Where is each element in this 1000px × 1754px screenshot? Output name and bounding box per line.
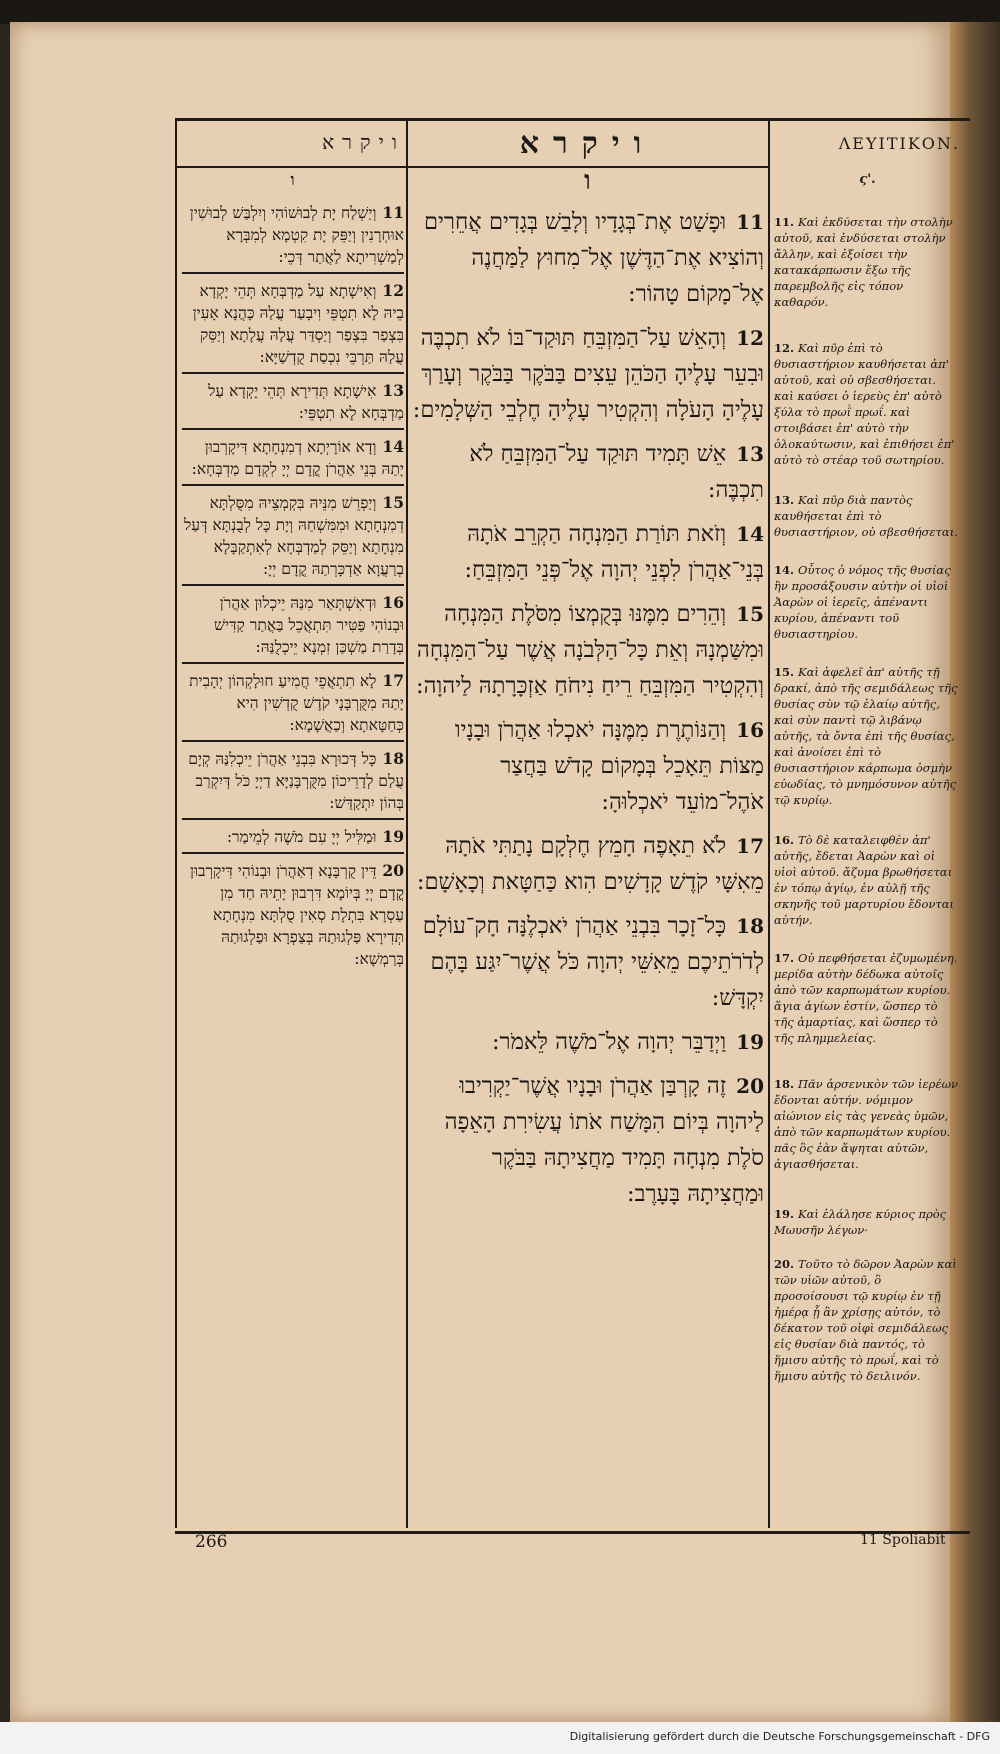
hebrew-verse (412, 436, 764, 512)
catchword: 11 Spoliabit (860, 1532, 946, 1548)
verse-text: וּפָשַׁט אֶת־בְּגָדָיו וְלָבַשׁ בְּגָדִים אֲחֵרִים וְהוֹצִיא אֶת־הַדֶּשֶׁן אֶל־מִחוּץ לַמַּחֲנֶה אֶל־מָקוֹם טָהוֹר: (423, 209, 764, 307)
aramaic-verse (182, 380, 404, 430)
verse-number: 11 (736, 210, 764, 234)
verse-text: וְזֹאת תּוֹרַת הַמִּנְחָה הַקְרֵב אֹתָהּ בְּנֵי־אַהֲרֹן לִפְנֵי יְהוָה אֶל־פְּנֵי הַמִּזְבֵּחַ: (464, 521, 764, 583)
verse-text: וְהֵרִים מִמֶּנּוּ בְּקֻמְצוֹ מִסֹּלֶת הַמִּנְחָה וּמִשַּׁמְנָהּ וְאֵת כָּל־הַלְּבֹנָה אֲשֶׁר עַל־הַמִּנְחָה וְהִקְטִיר הַמִּזְבֵּחַ רֵיחַ נִיחֹחַ אַזְכָּרָתָהּ לַיהוָה: (415, 601, 764, 699)
verse-text: לֹא תֵאָפֶה חָמֵץ חֶלְקָם נָתַתִּי אֹתָהּ מֵאִשָּׁי קֹדֶשׁ קָדָשִׁים הִוא כַּחַטָּאת וְכָאָשָׁם: (416, 833, 764, 895)
verse-text: וְהַנּוֹתֶרֶת מִמֶּנָּה יֹאכְלוּ אַהֲרֹן וּבָנָיו מַצּוֹת תֵּאָכֵל בְּמָקוֹם קָדֹשׁ בַּחֲצַר אֹהֶל־מוֹעֵד יֹאכְלוּהָ: (454, 717, 764, 815)
aramaic-verse (182, 436, 404, 486)
verse-number: 15. (774, 665, 795, 679)
hebrew-verse (412, 516, 764, 592)
verse-text: אֵשׁ תָּמִיד תּוּקַד עַל־הַמִּזְבֵּחַ לֹא תִכְבֶּה: (469, 441, 764, 503)
verse-text: וְאִישָׁתָא עַל מַדְבְּחָא תְּהֵי יָקְדָא בֵיהּ לָא תִטְפֵּי וִיבָעַר עֲלַהּ כָּהֲנָא אָעִין בִּצְפַר בִּצְפַר וְיַסְדַּר עֲלַהּ עֲלָתָא וְיַסֵּק עֲלַהּ תַּרְבֵּי נִכְסַת קֻדְשַׁיָּא: (192, 282, 404, 366)
verse-text: לָא תִתְאֲפֵי חֲמִיעַ חוּלָקְהוֹן יְהָבִית יָתַהּ מִקֻּרְבָּנָי קֹדֶשׁ קֻדְשִׁין הִיא כְּחַטָּאתָא וְכַאֲשָׁמָא: (189, 672, 404, 734)
aramaic-verse (182, 492, 404, 586)
greek-verse (774, 1076, 958, 1176)
greek-verse (774, 562, 958, 646)
verse-text: Τοῦτο τὸ δῶρον Ἀαρὼν καὶ τῶν υἱῶν αὐτοῦ, ὃ προσοίσουσι τῷ κυρίῳ ἐν τῇ ἡμέρᾳ ᾗ ἂν χρίσῃς αὐτόν, τὸ δέκατον τοῦ οἰφὶ σεμιδάλεως εἰς θυσίαν διὰ παντός, τὸ ἥμισυ αὐτῆς τὸ πρωΐ, καὶ τὸ ἥμισυ αὐτῆς τὸ δειλινόν. (774, 1257, 957, 1383)
running-head-greek: ΛΕΥΙΤΙΚΟΝ. (838, 134, 960, 153)
verse-text: Καὶ ἀφελεῖ ἀπ' αὐτῆς τῇ δρακί, ἀπὸ τῆς σεμιδάλεως τῆς θυσίας σὺν τῷ ἐλαίῳ αὐτῆς, καὶ σὺν παντὶ τῷ λιβάνῳ αὐτῆς, τὰ ὄντα ἐπὶ τῆς θυσίας, καὶ ἀνοίσει ἐπὶ τὸ θυσιαστήριον κάρπωμα ὀσμὴν εὐωδίας, τὸ μνημόσυνον αὐτῆς τῷ κυρίῳ. (774, 665, 958, 807)
verse-text: Καὶ ἐκδύσεται τὴν στολὴν αὐτοῦ, καὶ ἐνδύσεται στολὴν ἄλλην, καὶ ἐξοίσει τὴν κατακάρπωσιν ἔξω τῆς παρεμβολῆς εἰς τόπον καθαρόν. (774, 215, 953, 309)
verse-number: 12. (774, 341, 795, 355)
greek-verse (774, 492, 958, 544)
verse-number: 14 (736, 522, 764, 546)
verse-text: וְיַשְׁלַח יָת לְבוּשׁוֹהִי וְיִלְבַּשׁ לְבוּשִׁין אוּחְרָנִין וְיַפֵּק יָת קִטְמָא לְמִבְּרָא לְמַשְׁרִיתָא לַאֲתַר דְּכֵי: (189, 204, 404, 266)
verse-text: אִישָׁתָא תְּדִירָא תְּהֵי יָקְדָא עַל מַדְבְּחָא לָא תִטְפֵּי: (208, 382, 404, 422)
page-number: 266 (195, 1532, 228, 1552)
aramaic-verse (182, 202, 404, 274)
verse-number: 19 (736, 1030, 764, 1054)
hebrew-verse (412, 204, 764, 316)
verse-number: 14. (774, 563, 795, 577)
verse-number: 19 (382, 827, 404, 846)
running-head-hebrew: ויקרא (519, 126, 656, 161)
verse-number: 12 (736, 326, 764, 350)
verse-number: 16 (382, 593, 404, 612)
verse-text: Καὶ πῦρ διὰ παντὸς καυθήσεται ἐπὶ τὸ θυσιαστήριον, οὐ σβεσθήσεται. (774, 493, 958, 539)
greek-verse (774, 214, 958, 314)
verse-text: Πᾶν ἀρσενικὸν τῶν ἱερέων ἔδονται αὐτήν. νόμιμον αἰώνιον εἰς τὰς γενεὰς ὑμῶν, ἀπὸ τῶν καρπωμάτων κυρίου. πᾶς ὃς ἐὰν ἅψηται αὐτῶν, ἁγιασθήσεται. (774, 1077, 958, 1171)
verse-text: כָּל דְּכוּרָא בִּבְנֵי אַהֲרֹן יֵיכְלִנַּהּ קְיָם עֲלַם לְדָרֵיכוֹן מִקֻּרְבָּנַיָּא דַיְיָ כֹּל דְּיִקְרַב בְּהוֹן יִתְקַדַּשׁ: (188, 750, 404, 812)
greek-verse (774, 832, 958, 932)
verse-text: Καὶ ἐλάλησε κύριος πρὸς Μωυσῆν λέγων· (774, 1207, 947, 1237)
verse-text: וּמַלִּיל יְיָ עִם מֹשֶׁה לְמֵימַר: (226, 828, 377, 846)
running-head-aramaic: ויקרא (322, 130, 405, 154)
hebrew-verse (412, 1024, 764, 1064)
verse-number: 17 (736, 834, 764, 858)
verse-text: Οὗτος ὁ νόμος τῆς θυσίας ἣν προσάξουσιν αὐτὴν οἱ υἱοὶ Ἀαρὼν οἱ ἱερεῖς, ἀπέναντι κυρίου, ἀπέναντι τοῦ θυσιαστηρίου. (774, 563, 951, 641)
greek-verse (774, 950, 958, 1050)
hebrew-verse (412, 320, 764, 432)
hebrew-verse (412, 1068, 764, 1216)
hebrew-verse (412, 828, 764, 904)
greek-verse (774, 1206, 958, 1242)
aramaic-verse (182, 280, 404, 374)
verse-text: וַיְדַבֵּר יְהוָה אֶל־מֹשֶׁה לֵּאמֹר: (491, 1029, 727, 1055)
verse-number: 20 (736, 1074, 764, 1098)
verse-text: זֶה קָרְבַּן אַהֲרֹן וּבָנָיו אֲשֶׁר־יַקְרִיבוּ לַיהוָה בְּיוֹם הִמָּשַׁח אֹתוֹ עֲשִׂירִת הָאֵפָה סֹלֶת מִנְחָה תָּמִיד מַחֲצִיתָהּ בַּבֹּקֶר וּמַחֲצִיתָהּ בָּעָרֶב: (444, 1073, 764, 1207)
verse-number: 16. (774, 833, 795, 847)
aramaic-verse (182, 670, 404, 742)
aramaic-verse (182, 826, 404, 854)
verse-number: 13 (382, 381, 404, 400)
verse-text: Καὶ πῦρ ἐπὶ τὸ θυσιαστήριον καυθήσεται ἀπ' αὐτοῦ, καὶ οὐ σβεσθήσεται. καὶ καύσει ὁ ἱερεὺς ἐπ' αὐτὸ ξύλα τὸ πρωῒ πρωΐ. καὶ στοιβάσει ἐπ' αὐτὸ τὴν ὁλοκαύτωσιν, καὶ ἐπιθήσει ἐπ' αὐτὸ τὸ στέαρ τοῦ σωτηρίου. (774, 341, 955, 467)
aramaic-verse (182, 592, 404, 664)
left-border (175, 118, 177, 1528)
verse-number: 19. (774, 1207, 795, 1221)
verse-number: 15 (382, 493, 404, 512)
verse-text: וְדָא אוֹרָיְתָא דְמִנְחָתָא דִּיקָרְבוּן יָתַהּ בְּנֵי אַהֲרֹן קֳדָם יְיָ לִקְדָם מַדְבְּחָא: (191, 438, 404, 478)
column-divider-aramaic-hebrew (406, 118, 408, 1528)
column-divider-hebrew-greek (768, 118, 770, 1528)
greek-verse (774, 664, 958, 812)
hebrew-verse (412, 908, 764, 1020)
verse-number: 17 (382, 671, 404, 690)
verse-text: Τὸ δὲ καταλειφθὲν ἀπ' αὐτῆς, ἔδεται Ἀαρὼν καὶ οἱ υἱοὶ αὐτοῦ. ἄζυμα βρωθήσεται ἐν τόπῳ ἁγίῳ, ἐν αὐλῇ τῆς σκηνῆς τοῦ μαρτυρίου ἔδονται αὐτήν. (774, 833, 955, 927)
verse-text: וְיַפְרֵשׁ מִנֵּיהּ בִּקְמְצֵיהּ מִסֻּלְתָּא דְמִנְחָתָא וּמִמִּשְׁחַהּ וְיָת כָּל לְבֻנְתָּא דְּעַל מִנְחָתָא וְיַסֵּק לְמַדְבְּחָא לְאִתְקַבָּלָא בְרַעֲוָא אַדְכָּרְתַהּ קֳדָם יְיָ: (184, 494, 404, 578)
verse-text: דֵּין קֻרְבָּנָא דְאַהֲרֹן וּבְנוֹהִי דִּיקָרְבוּן קֳדָם יְיָ בְּיוֹמָא דִּרְבוּן יָתֵיהּ חַד מִן עַסְרָא בִּתְלָת סְאִין סֻלְתָּא מִנְחָתָא תְּדִירָא פַּלְגוּתַהּ בְּצַפְרָא וּפַלְגוּתַהּ בְּרַמְשָׁא: (190, 862, 404, 968)
chapter-number-hebrew: ו (584, 166, 591, 196)
scan-top-edge (0, 0, 1000, 24)
aramaic-targum-column (182, 190, 404, 980)
hebrew-verse (412, 596, 764, 708)
verse-number: 18 (736, 914, 764, 938)
verse-number: 15 (736, 602, 764, 626)
aramaic-verse (182, 860, 404, 974)
greek-verse (774, 1256, 958, 1388)
verse-text: וּדְאִשְׁתְּאַר מִנַּהּ יֵיכְלוּן אַהֲרֹן וּבְנוֹהִי פַּטִּיר תִּתְאֲכֵל בַּאֲתַר קַדִּישׁ בְּדָרַת מַשְׁכַּן זִמְנָא יֵיכְלֻנַּהּ: (214, 594, 404, 656)
verse-text: Οὐ πεφθήσεται ἐζυμωμένη. μερίδα αὐτὴν δέδωκα αὐτοῖς ἀπὸ τῶν καρπωμάτων κυρίου. ἅγια ἁγίων ἐστίν, ὥσπερ τὸ τῆς ἁμαρτίας, καὶ ὥσπερ τὸ τῆς πλημμελείας. (774, 951, 958, 1045)
hebrew-verse (412, 712, 764, 824)
verse-number: 16 (736, 718, 764, 742)
chapter-number-aramaic: ו (290, 170, 295, 189)
chapter-number-greek: ς'. (859, 172, 876, 187)
verse-number: 20 (382, 861, 404, 880)
scan-credit-text: Digitalisierung gefördert durch die Deutsche Forschungsgemeinschaft - DFG (569, 1730, 990, 1743)
greek-septuagint-column (774, 190, 958, 1394)
greek-verse (774, 340, 958, 472)
verse-number: 11. (774, 215, 795, 229)
verse-number: 18. (774, 1077, 795, 1091)
verse-number: 12 (382, 281, 404, 300)
verse-number: 18 (382, 749, 404, 768)
verse-number: 13 (736, 442, 764, 466)
verse-number: 17. (774, 951, 795, 965)
verse-number: 11 (382, 203, 404, 222)
hebrew-text-column (412, 190, 764, 1220)
verse-number: 20. (774, 1257, 795, 1271)
verse-number: 14 (382, 437, 404, 456)
scan-credit-bar (0, 1722, 1000, 1754)
verse-text: וְהָאֵשׁ עַל־הַמִּזְבֵּחַ תּוּקַד־בּוֹ לֹא תִכְבֶּה וּבִעֵר עָלֶיהָ הַכֹּהֵן עֵצִים בַּבֹּקֶר בַּבֹּקֶר וְעָרַךְ עָלֶיהָ הָעֹלָה וְהִקְטִיר עָלֶיהָ חֶלְבֵי הַשְּׁלָמִים: (412, 325, 764, 423)
verse-number: 13. (774, 493, 795, 507)
verse-text: כָּל־זָכָר בִּבְנֵי אַהֲרֹן יֹאכְלֶנָּה חָק־עוֹלָם לְדֹרֹתֵיכֶם מֵאִשֵּׁי יְהוָה כֹּל אֲשֶׁר־יִגַּע בָּהֶם יִקְדָּשׁ: (422, 913, 764, 1011)
aramaic-verse (182, 748, 404, 820)
